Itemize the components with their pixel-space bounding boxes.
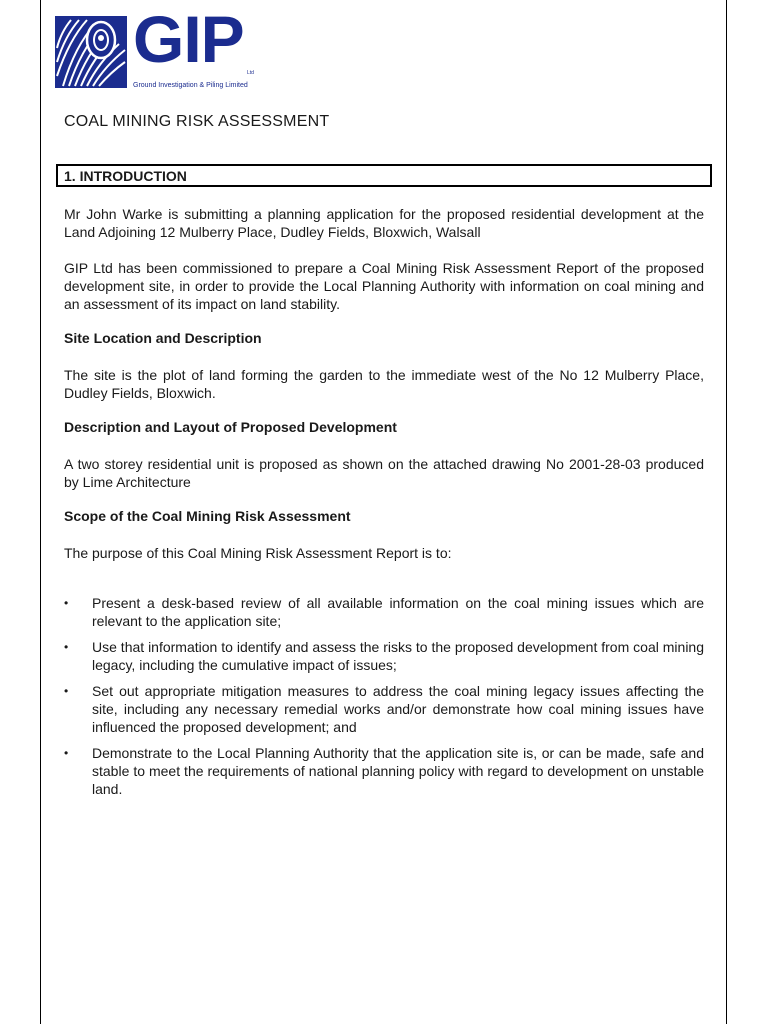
bullet-text: Present a desk-based review of all available information on the coal mining issues which are relevant to the application site;: [92, 595, 704, 629]
section-heading: 1. INTRODUCTION: [64, 168, 187, 184]
company-logo: [55, 2, 260, 92]
ammonite-logo-icon: [55, 16, 127, 88]
site-heading: Site Location and Description: [64, 330, 262, 346]
description-heading: Description and Layout of Proposed Development: [64, 419, 397, 435]
logo-subtitle: Ground Investigation & Piling Limited: [133, 82, 248, 89]
bullet-text: Set out appropriate mitigation measures to address the coal mining legacy issues affecting the site, including any necessary remedial works and/or demonstrate how coal mining issues have influenced the proposed development; and: [92, 683, 704, 735]
document-title: COAL MINING RISK ASSESSMENT: [64, 113, 330, 130]
scope-heading: Scope of the Coal Mining Risk Assessment: [64, 508, 351, 524]
logo-wordmark: GIP: [133, 2, 244, 76]
list-item: [64, 638, 704, 674]
bullet-icon: •: [64, 640, 69, 654]
site-paragraph: The site is the plot of land forming the garden to the immediate west of the No 12 Mulberry Place, Dudley Fields, Bloxwich.: [64, 367, 704, 401]
bullet-icon: •: [64, 684, 69, 698]
description-paragraph: A two storey residential unit is proposed as shown on the attached drawing No 2001-28-03 produced by Lime Architecture: [64, 456, 704, 490]
bullet-icon: •: [64, 596, 69, 610]
bullet-icon: •: [64, 746, 69, 760]
section-heading-box: [56, 164, 712, 187]
scope-bullet-list: [64, 594, 704, 806]
logo-ltd: Ltd: [247, 70, 254, 76]
bullet-text: Demonstrate to the Local Planning Authority that the application site is, or can be made, safe and stable to meet the requirements of national planning policy with regard to development on unstable land.: [92, 745, 704, 797]
bullet-text: Use that information to identify and assess the risks to the proposed development from coal mining legacy, including the cumulative impact of issues;: [92, 639, 704, 673]
scope-paragraph: The purpose of this Coal Mining Risk Assessment Report is to:: [64, 545, 452, 561]
list-item: [64, 594, 704, 630]
list-item: [64, 744, 704, 798]
intro-paragraph-1: Mr John Warke is submitting a planning application for the proposed residential development at the Land Adjoining 12 Mulberry Place, Dudley Fields, Bloxwich, Walsall: [64, 206, 704, 240]
list-item: [64, 682, 704, 736]
intro-paragraph-2: GIP Ltd has been commissioned to prepare a Coal Mining Risk Assessment Report of the proposed development site, in order to provide the Local Planning Authority with information on coal mining and an assessment of its impact on land stability.: [64, 260, 704, 312]
